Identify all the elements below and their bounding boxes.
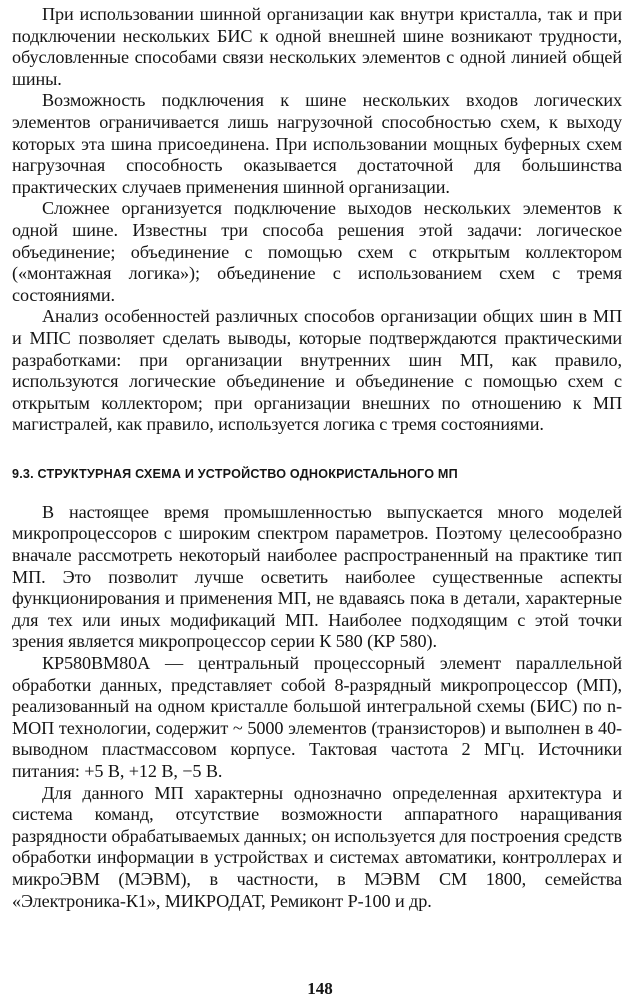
paragraph-architecture: Для данного МП характерны однозначно определенная архитектура и система команд, отсутствие возможности аппаратного наращивания разрядности обрабатываемых данных; он используется для построения средств обработки информации в устройствах и системах автоматики, контроллерах и микроЭВМ (МЭВМ), в частности, в МЭВМ СМ 1800, семейства «Электроника-К1», МИКРОДАТ, Ремиконт Р-100 и др. [12, 782, 622, 911]
paragraph-bus-connection-difficulties: При использовании шинной организации как внутри кристалла, так и при подключении нескольких БИС к одной внешней шине возникают трудности, обусловленные способами связи нескольких элементов с одной линией общей шины. [12, 4, 622, 89]
paragraph-output-connection: Сложнее организуется подключение выходов нескольких элементов к одной шине. Известны три способа решения этой задачи: логическое объединение; объединение с помощью схем с открытым коллектором («монтажная логика»); объединение с использованием схем с тремя состояниями. [12, 198, 622, 305]
paragraph-kr580vm80a: КР580ВМ80А — центральный процессорный элемент параллельной обработки данных, представляет собой 8-разрядный микропроцессор (МП), реализованный на одном кристалле большой интегральной схемы (БИС) по n-МОП технологии, содержит ~ 5000 элементов (транзисторов) и выполнен в 40-выводном пластмассовом корпусе. Тактовая частота 2 МГц. Источники питания: +5 В, +12 В, −5 В. [12, 653, 622, 781]
paragraph-microprocessor-models: В настоящее время промышленностью выпускается много моделей микропроцессоров с широким спектром параметров. Поэтому целесообразно вначале рассмотреть некоторый наиболее распространенный на практике тип МП. Это позволит лучше осветить наиболее существенные аспекты функционирования и применения МП, не вдаваясь пока в детали, характерные для тех или иных модификаций МП. Наиболее подходящим с этой точки зрения является микропроцессор серии К 580 (КР 580). [12, 501, 622, 652]
section-heading: 9.3. СТРУКТУРНАЯ СХЕМА И УСТРОЙСТВО ОДНОКРИСТАЛЬНОГО МП [12, 466, 458, 481]
paragraph-input-connection: Возможность подключения к шине нескольких входов логических элементов ограничивается лишь нагрузочной способностью схем, к выходу которых эта шина присоединена. При использовании мощных буферных схем нагрузочная способность оказывается достаточной для большинства практических случаев применения шинной организации. [12, 90, 622, 197]
page-content [12, 4, 622, 912]
paragraph-bus-analysis: Анализ особенностей различных способов организации общих шин в МП и МПС позволяет сделать выводы, которые подтверждаются практическими разработками: при организации внутренних шин МП, как правило, используются логические объединение и объединение с помощью схем с открытым коллектором; при организации внешних по отношению к МП магистралей, как правило, используется логика с тремя состояниями. [12, 306, 622, 435]
page-number: 148 [307, 979, 333, 998]
